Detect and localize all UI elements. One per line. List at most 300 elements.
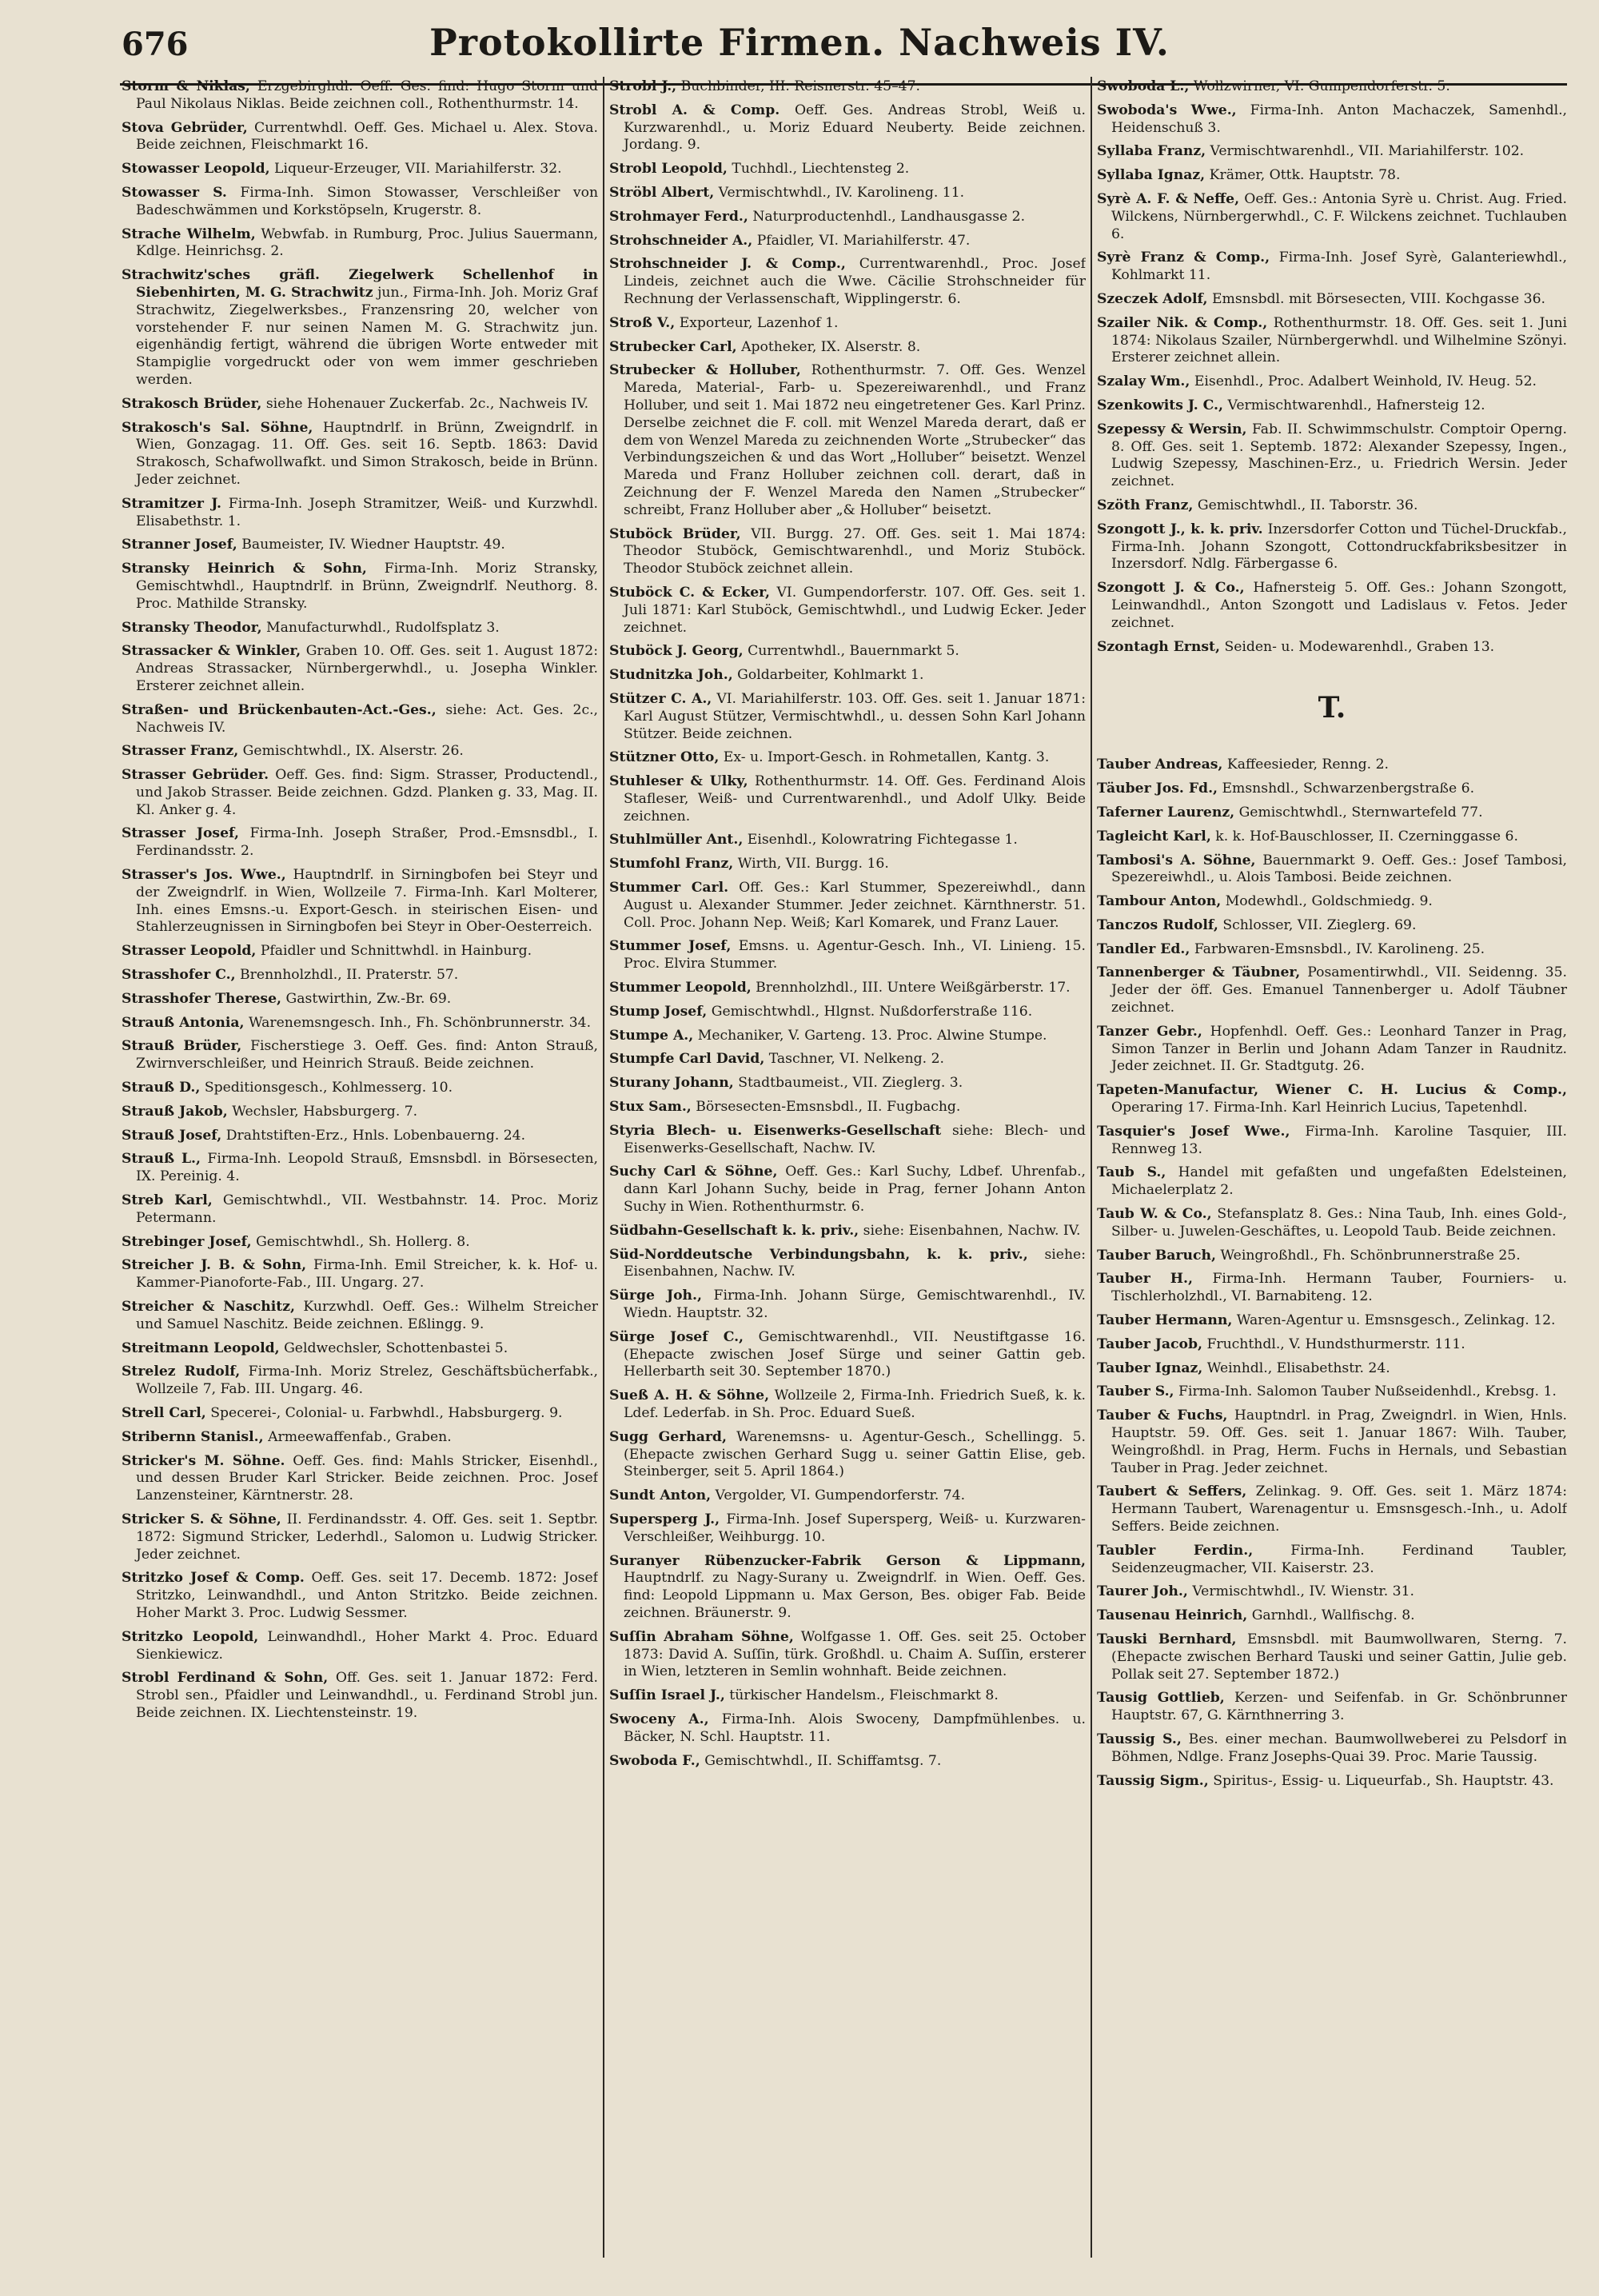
directory-entry: [1097, 1164, 1567, 1200]
directory-entry: [609, 185, 1086, 202]
directory-entry: [1097, 1271, 1567, 1306]
directory-entry: [609, 1247, 1086, 1282]
firm-name: Sturany Johann,: [609, 1075, 734, 1092]
directory-entry: [122, 825, 598, 861]
directory-entry: [122, 1192, 598, 1228]
column-1: [122, 78, 598, 2264]
firm-name: Supersperg J.,: [609, 1511, 720, 1527]
firm-name: Stransky Theodor,: [122, 619, 262, 636]
directory-entry: [122, 1364, 598, 1399]
directory-entry: [122, 1340, 598, 1358]
firm-details: Goldarbeiter, Kohlmarkt 1.: [737, 667, 924, 684]
firm-name: Stransky Heinrich & Sohn,: [122, 561, 367, 577]
directory-entry: [1097, 1082, 1567, 1117]
firm-name: Syllaba Ignaz,: [1097, 167, 1206, 184]
firm-details: Webwfab. in Rumburg, Proc. Julius Sauermann, Kdlge. Heinrichsg. 2.: [136, 226, 598, 260]
firm-name: Stump Josef,: [609, 1003, 708, 1020]
directory-entry: [122, 226, 598, 262]
firm-name: Strebinger Josef,: [122, 1233, 252, 1250]
firm-name: Stumfohl Franz,: [609, 856, 734, 872]
firm-details: Rothenthurmstr. 14. Off. Ges. Ferdinand Alois Stafleser, Weiß- und Currentwarenhdl., und Adolf Ulky. Beide zeichnen.: [624, 773, 1086, 825]
firm-details: Stadtbaumeist., VII. Zieglerg. 3.: [738, 1075, 963, 1092]
firm-details: Gemischtwarenhdl., VII. Neustiftgasse 16. (Ehepacte zwischen Josef Sürge und seiner Gattin geb. Hellerbarth seit 30. September 1870.): [624, 1328, 1086, 1380]
firm-details: Pfaidler, VI. Mariahilferstr. 47.: [756, 232, 971, 249]
directory-entry: [122, 1511, 598, 1563]
firm-name: Suſſin Abraham Söhne,: [609, 1628, 794, 1645]
directory-entry: [122, 185, 598, 220]
firm-name: Streicher J. B. & Sohn,: [122, 1257, 307, 1274]
firm-details: Inzersdorfer Cotton und Tüchel-Druckfab., Firma-Inh. Johann Szongott, Cottondruckfabriksbesitzer in Inzersdorf. Ndlg. Färbergasse 6.: [1111, 521, 1567, 573]
directory-entry: [1097, 1607, 1567, 1625]
directory-entry: [122, 620, 598, 637]
firm-name: Stricker S. & Söhne,: [122, 1511, 281, 1527]
firm-name: Szalay Wm.,: [1097, 373, 1190, 390]
column-2: [609, 78, 1086, 2264]
firm-details: Kurzwhdl. Oeff. Ges.: Wilhelm Streicher und Samuel Naschitz. Beide zeichnen. Eßlingg. 9.: [136, 1299, 598, 1332]
directory-entry: [1097, 1483, 1567, 1535]
firm-name: Tauber Ignaz,: [1097, 1360, 1203, 1376]
firm-name: Taussig S.,: [1097, 1731, 1182, 1747]
firm-details: Apotheker, IX. Alserstr. 8.: [741, 338, 921, 355]
firm-details: Oeff. Ges. seit 17. Decemb. 1872: Josef Stritzko, Leinwandhdl., und Anton Stritzko. Beide zeichnen. Hoher Markt 3. Proc. Ludwig Sessmer.: [136, 1570, 598, 1621]
firm-details: Operaring 17. Firma-Inh. Karl Heinrich Lucius, Tapetenhdl.: [1111, 1100, 1528, 1116]
firm-details: Gemischtwhdl., Sternwartefeld 77.: [1238, 804, 1483, 821]
firm-details: Oeff. Ges. find: Sigm. Strasser, Productendl., und Jakob Strasser. Beide zeichnen. Gdzd. Planken g. 33, Mag. II. Kl. Anker g. 4.: [136, 767, 598, 818]
directory-entry: [609, 1223, 1086, 1240]
directory-entry: [609, 1753, 1086, 1771]
directory-entry: [122, 420, 598, 489]
directory-entry: [122, 1015, 598, 1032]
firm-details: Hauptndrlf. in Brünn, Zweigndrlf. in Wien, Gonzagag. 11. Off. Ges. seit 16. Septb. 1863: David Strakosch, Schafwollwafkt. und Simon Strakosch, beide in Brünn. Jeder zeichnet.: [136, 419, 598, 488]
directory-entry: [1097, 1773, 1567, 1791]
firm-name: Strubecker Carl,: [609, 338, 737, 355]
directory-entry: [609, 1004, 1086, 1021]
firm-name: Tandler Ed.,: [1097, 940, 1190, 957]
firm-details: Firma-Inh. Alois Swoceny, Dampfmühlenbes. u. Bäcker, N. Schl. Hauptstr. 11.: [624, 1711, 1086, 1745]
firm-details: Mechaniker, V. Garteng. 13. Proc. Alwine Stumpe.: [697, 1027, 1047, 1044]
directory-entry: [609, 856, 1086, 873]
directory-entry: [609, 1164, 1086, 1216]
firm-name: Taub W. & Co.,: [1097, 1206, 1212, 1223]
firm-details: Firma-Inh. Johann Sürge, Gemischtwarenhdl., IV. Wiedn. Hauptstr. 32.: [624, 1288, 1086, 1322]
firm-details: Firma-Inh. Salomon Tauber Nußseidenhdl., Krebsg. 1.: [1178, 1384, 1557, 1400]
firm-details: Fischerstiege 3. Oeff. Ges. find: Anton Strauß, Zwirnverschleißer, und Heinrich Strauß. Beide zeichnen.: [136, 1038, 598, 1072]
directory-entry: [1097, 1731, 1567, 1767]
firm-details: Tuchhdl., Liechtensteg 2.: [732, 161, 910, 178]
directory-entry: [122, 743, 598, 761]
firm-name: Stuböck J. Georg,: [609, 643, 744, 660]
directory-entry: [1097, 1690, 1567, 1725]
firm-details: Schlosser, VII. Zieglerg. 69.: [1222, 916, 1417, 933]
directory-entry: [1097, 829, 1567, 846]
firm-name: Strasser Leopold,: [122, 943, 257, 960]
firm-name: Strache Wilhelm,: [122, 226, 256, 242]
firm-name: Sueß A. H. & Söhne,: [609, 1388, 770, 1404]
firm-name: Szeczek Adolf,: [1097, 290, 1208, 307]
firm-name: Tauber Hermann,: [1097, 1312, 1233, 1329]
firm-name: Syrè A. F. & Neffe,: [1097, 190, 1240, 207]
firm-details: Krämer, Ottk. Hauptstr. 78.: [1209, 167, 1401, 184]
firm-details: Currentwhdl., Bauernmarkt 5.: [748, 643, 959, 660]
firm-name: Stützner Otto,: [609, 749, 720, 766]
firm-name: Strobl Ferdinand & Sohn,: [122, 1670, 329, 1687]
directory-entry: [122, 537, 598, 554]
column-divider: [603, 77, 604, 2258]
directory-entry: [122, 1128, 598, 1145]
firm-details: Gemischtwhdl., II. Schiffamtsg. 7.: [704, 1752, 942, 1769]
firm-name: Sürge Josef C.,: [609, 1328, 744, 1345]
firm-name: Strasshofer Therese,: [122, 990, 282, 1007]
firm-name: Streicher & Naschitz,: [122, 1299, 295, 1316]
directory-entry: [122, 1405, 598, 1423]
firm-name: Strauß Antonia,: [122, 1014, 245, 1031]
firm-details: Brennholzhdl., II. Praterstr. 57.: [240, 967, 459, 984]
directory-entry: [1097, 639, 1567, 657]
directory-entry: [609, 102, 1086, 154]
firm-details: Posamentirwhdl., VII. Seidenng. 35. Jeder der öff. Ges. Emanuel Tannenberger u. Adolf Täubner zeichnet.: [1111, 964, 1567, 1016]
firm-name: Suſſin Israel J.,: [609, 1687, 725, 1704]
firm-details: Emsnsbdl. mit Börsesecten, VIII. Kochgasse 36.: [1211, 290, 1545, 307]
firm-name: Suchy Carl & Söhne,: [609, 1164, 778, 1180]
firm-details: Firma-Inh. Moriz Stransky, Gemischtwhdl., Hauptndrlf. in Brünn, Zweigndrlf. Neuthorg. 8. Proc. Mathilde Stransky.: [136, 561, 598, 612]
directory-entry: [1097, 250, 1567, 285]
firm-name: Syllaba Franz,: [1097, 143, 1206, 160]
firm-details: Off. Ges. seit 1. Januar 1872: Ferd. Strobl sen., Pfaidler und Leinwandhdl., u. Ferdinand Strobl jun. Beide zeichnen. IX. Liechtensteinstr. 19.: [136, 1670, 598, 1721]
page-header: [0, 18, 1599, 74]
firm-name: Sürge Joh.,: [609, 1288, 702, 1304]
firm-name: Stramitzer J.: [122, 495, 222, 512]
firm-name: Tausenau Heinrich,: [1097, 1607, 1248, 1624]
firm-details: Hauptndrlf. zu Nagy-Surany u. Zweigndrlf. in Wien. Oeff. Ges. find: Leopold Lippmann u. Max Gerson, Bes. obiger Fab. Beide zeichnen. Bräunerstr. 9.: [624, 1570, 1086, 1621]
firm-name: Stricker's M. Söhne.: [122, 1452, 285, 1469]
directory-entry: [1097, 893, 1567, 911]
firm-details: Gemischtwhdl., VII. Westbahnstr. 14. Proc. Moriz Petermann.: [136, 1192, 598, 1226]
firm-details: Firma-Inh. Hermann Tauber, Fourniers- u. Tischlerholzhdl., VI. Barnabiteng. 12.: [1111, 1271, 1567, 1305]
firm-details: Wolfgasse 1. Off. Ges. seit 25. October 1873: David A. Suſſin, türk. Großhdl. u. Chaim A. Suſſin, ersterer in Wien, letzteren in Semlin wohnhaft. Beide zeichnen.: [624, 1628, 1086, 1680]
directory-entry: [609, 749, 1086, 767]
firm-name: Stuböck C. & Ecker,: [609, 584, 770, 601]
directory-entry: [1097, 1360, 1567, 1378]
firm-details: Hafnersteig 5. Off. Ges.: Johann Szongott, Leinwandhdl., Anton Szongott und Ladislaus v. Fetos. Jeder zeichnet.: [1111, 580, 1567, 631]
firm-name: Stumpfe Carl David,: [609, 1051, 765, 1068]
firm-name: Tauber Baruch,: [1097, 1247, 1216, 1264]
directory-entry: [609, 1099, 1086, 1116]
directory-entry: [1097, 1583, 1567, 1601]
firm-name: Tauber Andreas,: [1097, 757, 1223, 773]
section-letter: T.: [1318, 691, 1346, 725]
firm-details: Ex- u. Import-Gesch. in Rohmetallen, Kantg. 3.: [723, 749, 1050, 766]
firm-name: Styria Blech- u. Eisenwerks-Gesellschaft: [609, 1122, 942, 1139]
firm-details: Bauernmarkt 9. Oeff. Ges.: Josef Tambosi, Spezereiwhdl., u. Alois Tambosi. Beide zeichnen.: [1111, 852, 1567, 886]
directory-entry: [609, 1511, 1086, 1547]
firm-name: Stützer C. A.,: [609, 690, 712, 707]
firm-details: Fab. II. Schwimmschulstr. Comptoir Operng. 8. Off. Ges. seit 1. Septemb. 1872: Alexander Szepessy, Ingen., Ludwig Szepessy, Maschinen-Erz., u. Friedrich Wersin. Jeder zeichnet.: [1111, 421, 1567, 490]
firm-name: Stummer Carl.: [609, 880, 729, 896]
firm-name: Stummer Leopold,: [609, 980, 752, 996]
firm-details: Specerei-, Colonial- u. Farbwhdl., Habsburgerg. 9.: [210, 1405, 563, 1421]
firm-name: Stova Gebrüder,: [122, 119, 248, 136]
firm-name: Tasquier's Josef Wwe.,: [1097, 1123, 1290, 1140]
firm-name: Tambour Anton,: [1097, 893, 1222, 910]
firm-name: Syrè Franz & Comp.,: [1097, 250, 1270, 266]
firm-details: Fruchthdl., V. Hundsthurmerstr. 111.: [1206, 1336, 1465, 1352]
directory-entry: [609, 1553, 1086, 1623]
firm-details: Eisenhdl., Kolowratring Fichtegasse 1.: [747, 832, 1018, 849]
directory-entry: [122, 1257, 598, 1292]
directory-entry: [609, 1711, 1086, 1747]
firm-details: Drahtstiften-Erz., Hnls. Lobenbauerng. 24.: [225, 1127, 526, 1144]
directory-entry: [122, 1038, 598, 1073]
directory-entry: [122, 702, 598, 737]
directory-entry: [609, 938, 1086, 973]
firm-details: Exporteur, Lazenhof 1.: [679, 314, 839, 331]
directory-entry: [122, 1151, 598, 1186]
directory-entry: [1097, 1248, 1567, 1265]
firm-name: Strachwitz'sches gräfl. Ziegelwerk Schellenhof in Siebenhirten, M. G. Strachwitz: [122, 267, 598, 301]
column-divider: [1091, 77, 1092, 2258]
firm-name: Strauß Brüder,: [122, 1038, 242, 1055]
directory-entry: [122, 561, 598, 613]
directory-entry: [609, 209, 1086, 226]
firm-details: Gemischtwhdl., IX. Alserstr. 26.: [242, 743, 464, 760]
firm-details: Erzgebirghdl. Oeff. Ges. find: Hugo Storm und Paul Nikolaus Niklas. Beide zeichnen coll., Rothenthurmstr. 14.: [136, 78, 598, 112]
directory-entry: [1097, 521, 1567, 573]
directory-entry: [1097, 917, 1567, 935]
firm-details: Baumeister, IV. Wiedner Hauptstr. 49.: [241, 537, 505, 553]
directory-entry: [1097, 1336, 1567, 1354]
firm-details: VII. Burgg. 27. Off. Ges. seit 1. Mai 1874: Theodor Stuböck, Gemischtwarenhdl., und Moriz Stuböck. Theodor Stuböck zeichnet allein.: [624, 525, 1086, 577]
firm-details: VI. Gumpendorferstr. 107. Off. Ges. seit 1. Juli 1871: Karl Stuböck, Gemischtwhdl., und Ludwig Ecker. Jeder zeichnet.: [624, 584, 1086, 636]
firm-name: Suranyer Rübenzucker-Fabrik Gerson & Lippmann,: [609, 1552, 1086, 1569]
firm-details: Naturproductenhdl., Landhausgasse 2.: [752, 208, 1026, 225]
firm-name: Tanzer Gebr.,: [1097, 1023, 1202, 1040]
directory-entry: [122, 767, 598, 819]
directory-entry: [609, 880, 1086, 932]
directory-entry: [1097, 853, 1567, 888]
directory-entry: [122, 991, 598, 1008]
firm-details: Hauptndrl. in Prag, Zweigndrl. in Wien, Hnls. Hauptstr. 59. Off. Ges. seit 1. Januar 1867: Wilh. Tauber, Weingroßhdl. in Prag, Herm. Fuchs in Hernals, und Sebastian Tauber in Prag. Jeder zeichnet.: [1111, 1408, 1567, 1476]
firm-details: Speditionsgesch., Kohlmesserg. 10.: [204, 1080, 453, 1096]
firm-name: Strelez Rudolf,: [122, 1364, 241, 1380]
directory-entry: [122, 78, 598, 114]
firm-details: Currentwhdl. Oeff. Ges. Michael u. Alex. Stova. Beide zeichnen, Fleischmarkt 16.: [136, 119, 598, 154]
firm-details: Wirth, VII. Burgg. 16.: [737, 856, 889, 872]
directory-entry: [1097, 1024, 1567, 1076]
directory-entry: [609, 1687, 1086, 1705]
directory-entry: [122, 120, 598, 155]
directory-entry: [1097, 191, 1567, 243]
firm-name: Tannenberger & Täubner,: [1097, 964, 1301, 981]
directory-entry: [1097, 315, 1567, 367]
firm-name: Studnitzka Joh.,: [609, 667, 733, 684]
directory-entry: [1097, 397, 1567, 415]
firm-details: Buchbinder, III. Reisnerstr. 45–47.: [680, 78, 920, 94]
directory-entry: [1097, 143, 1567, 161]
firm-details: Geldwechsler, Schottenbastei 5.: [284, 1340, 508, 1356]
firm-details: Farbwaren-Emsnsbdl., IV. Karolineng. 25.: [1194, 940, 1485, 957]
firm-details: siehe Hohenauer Zuckerfab. 2c., Nachweis IV.: [265, 395, 589, 412]
firm-details: Firma-Inh. Simon Stowasser, Verschleißer von Badeschwämmen und Korkstöpseln, Krugerstr. 8.: [136, 184, 598, 218]
directory-entry: [1097, 1543, 1567, 1578]
firm-name: Strauß D.,: [122, 1080, 201, 1096]
firm-name: Süd-Norddeutsche Verbindungsbahn, k. k. priv.,: [609, 1246, 1028, 1263]
firm-details: Vergolder, VI. Gumpendorferstr. 74.: [715, 1487, 966, 1504]
firm-name: Strassacker & Winkler,: [122, 643, 301, 660]
firm-name: Szontagh Ernst,: [1097, 638, 1220, 655]
firm-details: Manufacturwhdl., Rudolfsplatz 3.: [266, 619, 500, 636]
directory-entry: [1097, 941, 1567, 959]
firm-details: Firma-Inh. Joseph Stramitzer, Weiß- und Kurzwhdl. Elisabethstr. 1.: [136, 495, 598, 529]
directory-entry: [609, 256, 1086, 308]
firm-details: Firma-Inh. Leopold Strauß, Emsnsbdl. in Börsesecten, IX. Pereinig. 4.: [136, 1151, 598, 1185]
firm-name: Sundt Anton,: [609, 1487, 712, 1504]
firm-details: siehe: Eisenbahnen, Nachw. IV.: [624, 1246, 1086, 1280]
firm-name: Strakosch's Sal. Söhne,: [122, 419, 313, 436]
firm-name: Südbahn-Gesellschaft k. k. priv.,: [609, 1222, 859, 1239]
firm-details: Handel mit gefaßten und ungefaßten Edelsteinen, Michaelerplatz 2.: [1111, 1164, 1567, 1199]
directory-entry: [1097, 1408, 1567, 1477]
firm-details: siehe: Blech- und Eisenwerks-Gesellschaft, Nachw. IV.: [624, 1122, 1086, 1156]
firm-details: Firma-Inh. Ferdinand Taubler, Seidenzeugmacher, VII. Kaiserstr. 23.: [1111, 1542, 1567, 1576]
firm-name: Sugg Gerhard,: [609, 1428, 727, 1445]
firm-name: Strauß Jakob,: [122, 1103, 228, 1120]
directory-entry: [122, 1104, 598, 1121]
firm-details: Warenemsns- u. Agentur-Gesch., Schellingg. 5. (Ehepacte zwischen Gerhard Sugg u. seiner Gattin Elise, geb. Steinberger, seit 5. April 1864.): [624, 1428, 1086, 1480]
firm-details: Rothenthurmstr. 7. Off. Ges. Wenzel Mareda, Material-, Farb- u. Spezereiwarenhdl., und Franz Holluber, und seit 1. Mai 1872 neu eingetretener Ges. Karl Prinz. Derselbe zeichnet die F. coll. mit Wenzel Mareda derart, daß er dem von Wenzel Mareda zu zeichnenden Worte „Strubecker“ das Verbindungszeichen & und das Wort „Holluber“ beisetzt. Wenzel Mareda und Franz Holluber zeichnen coll. derart, daß in Zeichnung der F. Wenzel Mareda den Namen „Strubecker“ schreibt, Franz Holluber aber „& Holluber“ beisetzt.: [624, 362, 1086, 518]
firm-details: Firma-Inh. Josef Supersperg, Weiß- u. Kurzwaren-Verschleißer, Weihburgg. 10.: [624, 1511, 1086, 1545]
firm-details: Hauptndrlf. in Sirningbofen bei Steyr und der Zweigndrlf. in Wien, Wollzeile 7. Firma-Inh. Karl Molterer, Inh. eines Emsns.-u. Export-Gesch. in steirischen Eisen- und Stahlerzeugnissen in Sirningbofen bei Steyr in Ober-Oesterreich.: [136, 867, 598, 936]
firm-name: Szöth Franz,: [1097, 497, 1194, 513]
directory-entry: [609, 1028, 1086, 1045]
directory-entry: [609, 1051, 1086, 1068]
firm-name: Taubert & Seffers,: [1097, 1483, 1247, 1500]
firm-name: Strobl A. & Comp.: [609, 102, 780, 118]
firm-name: Strauß Josef,: [122, 1127, 222, 1144]
firm-details: Emsns. u. Agentur-Gesch. Inh., VI. Linieng. 15. Proc. Elvira Stummer.: [624, 938, 1086, 972]
firm-details: Firma-Inh. Moriz Strelez, Geschäftsbücherfabk., Wollzeile 7, Fab. III. Ungarg. 46.: [136, 1364, 598, 1398]
firm-details: Wechsler, Habsburgerg. 7.: [232, 1103, 418, 1120]
firm-details: Kerzen- und Seifenfab. in Gr. Schönbrunner Hauptstr. 67, G. Kärnthnerring 3.: [1111, 1690, 1567, 1724]
firm-details: Vermischtwarenhdl., VII. Mariahilferstr. 102.: [1210, 143, 1525, 160]
firm-name: Tauber S.,: [1097, 1384, 1174, 1400]
firm-details: Eisenhdl., Proc. Adalbert Weinhold, IV. Heug. 52.: [1194, 373, 1537, 390]
firm-details: Firma-Inh. Anton Machaczek, Samenhdl., Heidenschuß 3.: [1111, 102, 1567, 136]
firm-details: Off. Ges.: Karl Stummer, Spezereiwhdl., dann August u. Alexander Stummer. Jeder zeichnet. Kärnthnerstr. 51. Coll. Proc. Johann Nep. Weiß; Karl Komarek, und Franz Lauer.: [624, 880, 1086, 931]
firm-name: Szongott J. & Co.,: [1097, 580, 1245, 597]
firm-name: Szongott J., k. k. priv.: [1097, 521, 1263, 537]
directory-entry: [122, 161, 598, 178]
directory-entry: [122, 1570, 598, 1622]
directory-entry: [122, 967, 598, 984]
directory-entry: [122, 1453, 598, 1505]
directory-entry: [609, 315, 1086, 333]
firm-details: Stefansplatz 8. Ges.: Nina Taub, Inh. eines Gold-, Silber- u. Juwelen-Geschäftes, u. Leopold Taub. Beide zeichnen.: [1111, 1206, 1567, 1240]
firm-name: Stroß V.,: [609, 314, 676, 331]
firm-name: Tausig Gottlieb,: [1097, 1690, 1225, 1707]
directory-entry: [1097, 497, 1567, 515]
firm-details: Leinwandhdl., Hoher Markt 4. Proc. Eduard Sienkiewicz.: [136, 1628, 598, 1663]
directory-entry: [609, 1075, 1086, 1092]
firm-name: Täuber Jos. Fd.,: [1097, 781, 1218, 797]
firm-name: Stummer Josef,: [609, 938, 732, 955]
directory-entry: [1097, 102, 1567, 138]
directory-entry: [609, 667, 1086, 685]
directory-entry: [609, 1329, 1086, 1381]
firm-details: siehe: Eisenbahnen, Nachw. IV.: [863, 1222, 1081, 1239]
firm-name: Strasser Franz,: [122, 743, 239, 760]
firm-details: Wollzeile 2, Firma-Inh. Friedrich Sueß, k. k. Ldef. Lederfab. in Sh. Proc. Eduard Sueß.: [624, 1388, 1086, 1421]
firm-details: Weinhdl., Elisabethstr. 24.: [1206, 1360, 1390, 1376]
firm-details: Zelinkag. 9. Off. Ges. seit 1. März 1874: Hermann Taubert, Warenagentur u. Emsnsgesch.-Inh., u. Adolf Seffers. Beide zeichnen.: [1111, 1483, 1567, 1535]
firm-name: Stritzko Josef & Comp.: [122, 1570, 305, 1587]
directory-entry: [609, 78, 1086, 96]
firm-name: Taurer Joh.,: [1097, 1583, 1188, 1600]
firm-details: Firma-Inh. Karoline Tasquier, III. Rennweg 13.: [1111, 1123, 1567, 1157]
firm-details: Gastwirthin, Zw.-Br. 69.: [285, 990, 452, 1007]
firm-name: Taub S.,: [1097, 1164, 1166, 1181]
firm-name: Swoboda F.,: [609, 1752, 700, 1769]
directory-entry: [122, 1299, 598, 1334]
firm-details: k. k. Hof-Bauschlosser, II. Czerninggasse 6.: [1215, 828, 1518, 845]
firm-name: Stranner Josef,: [122, 537, 237, 553]
firm-name: Ströbl Albert,: [609, 184, 715, 201]
firm-details: Hopfenhdl. Oeff. Ges.: Leonhard Tanzer in Prag, Simon Tanzer in Berlin und Johann Adam Tanzer in Raudnitz. Jeder zeichnet. II. Gr. Stadtgutg. 26.: [1111, 1023, 1567, 1075]
firm-name: Stuböck Brüder,: [609, 525, 741, 542]
firm-name: Taussig Sigm.,: [1097, 1772, 1209, 1789]
firm-details: Firma-Inh. Emil Streicher, k. k. Hof- u. Kammer-Pianoforte-Fab., III. Ungarg. 27.: [136, 1257, 598, 1292]
directory-entry: [1097, 1384, 1567, 1401]
directory-entry: [1097, 1206, 1567, 1241]
directory-entry: [609, 339, 1086, 357]
firm-details: Graben 10. Off. Ges. seit 1. August 1872: Andreas Strassacker, Nürnbergerwhdl., u. Josepha Winkler. Ersterer zeichnet allein.: [136, 643, 598, 694]
firm-details: türkischer Handelsm., Fleischmarkt 8.: [729, 1687, 999, 1704]
directory-entry: [609, 1629, 1086, 1681]
page-title: Protokollirte Firmen. Nachweis IV.: [429, 21, 1170, 64]
firm-name: Stritzko Leopold,: [122, 1628, 259, 1645]
firm-details: Spiritus-, Essig- u. Liqueurfab., Sh. Hauptstr. 43.: [1213, 1772, 1554, 1789]
directory-entry: [122, 1234, 598, 1252]
directory-entry: [122, 643, 598, 695]
directory-entry: [122, 396, 598, 413]
directory-entry: [609, 980, 1086, 997]
directory-entry: [609, 362, 1086, 519]
firm-details: Oeff. Ges. Andreas Strobl, Weiß u. Kurzwarenhdl., u. Moriz Eduard Neuberty. Beide zeichnen. Jordang. 9.: [624, 102, 1086, 154]
firm-details: Oeff. Ges. find: Mahls Stricker, Eisenhdl., und dessen Bruder Karl Stricker. Beide zeichnen. Proc. Josef Lanzensteiner, Kärntnerstr. 28.: [136, 1452, 598, 1504]
firm-details: Emsnshdl., Schwarzenbergstraße 6.: [1222, 781, 1475, 797]
directory-entry: [609, 1388, 1086, 1423]
firm-name: Swoceny A.,: [609, 1711, 709, 1727]
firm-details: Waren-Agentur u. Emsnsgesch., Zelinkag. 12.: [1236, 1312, 1556, 1329]
firm-name: Strell Carl,: [122, 1405, 206, 1421]
firm-name: Tagleicht Karl,: [1097, 828, 1211, 845]
directory-entry: [1097, 78, 1567, 96]
firm-details: jun., Firma-Inh. Joh. Moriz Graf Strachwitz, Ziegelwerksbes., Franzensring 20, welcher von vorstehender F. nur seinen Namen M. G. Strachwitz jun. eigenhändig fertigt, während die übrigen Worte entweder mit Stampiglie vorgedruckt oder von wem immer geschrieben werden.: [136, 284, 598, 388]
firm-name: Streitmann Leopold,: [122, 1340, 280, 1356]
firm-details: Wollzwirner, VI. Gumpendorferstr. 5.: [1193, 78, 1450, 94]
firm-name: Stumpe A.,: [609, 1027, 694, 1044]
directory-entry: [609, 691, 1086, 743]
directory-entry: [1097, 421, 1567, 491]
firm-details: Seiden- u. Modewarenhdl., Graben 13.: [1224, 638, 1495, 655]
directory-entry: [609, 233, 1086, 250]
firm-name: Taferner Laurenz,: [1097, 804, 1235, 821]
firm-name: Stowasser Leopold,: [122, 161, 270, 178]
directory-entry: [609, 1487, 1086, 1505]
firm-details: Börsesecten-Emsnsbdl., II. Fugbachg.: [696, 1099, 961, 1116]
directory-entry: [1097, 805, 1567, 822]
directory-entry: [609, 832, 1086, 849]
firm-details: Pfaidler und Schnittwhdl. in Hainburg.: [260, 943, 532, 960]
